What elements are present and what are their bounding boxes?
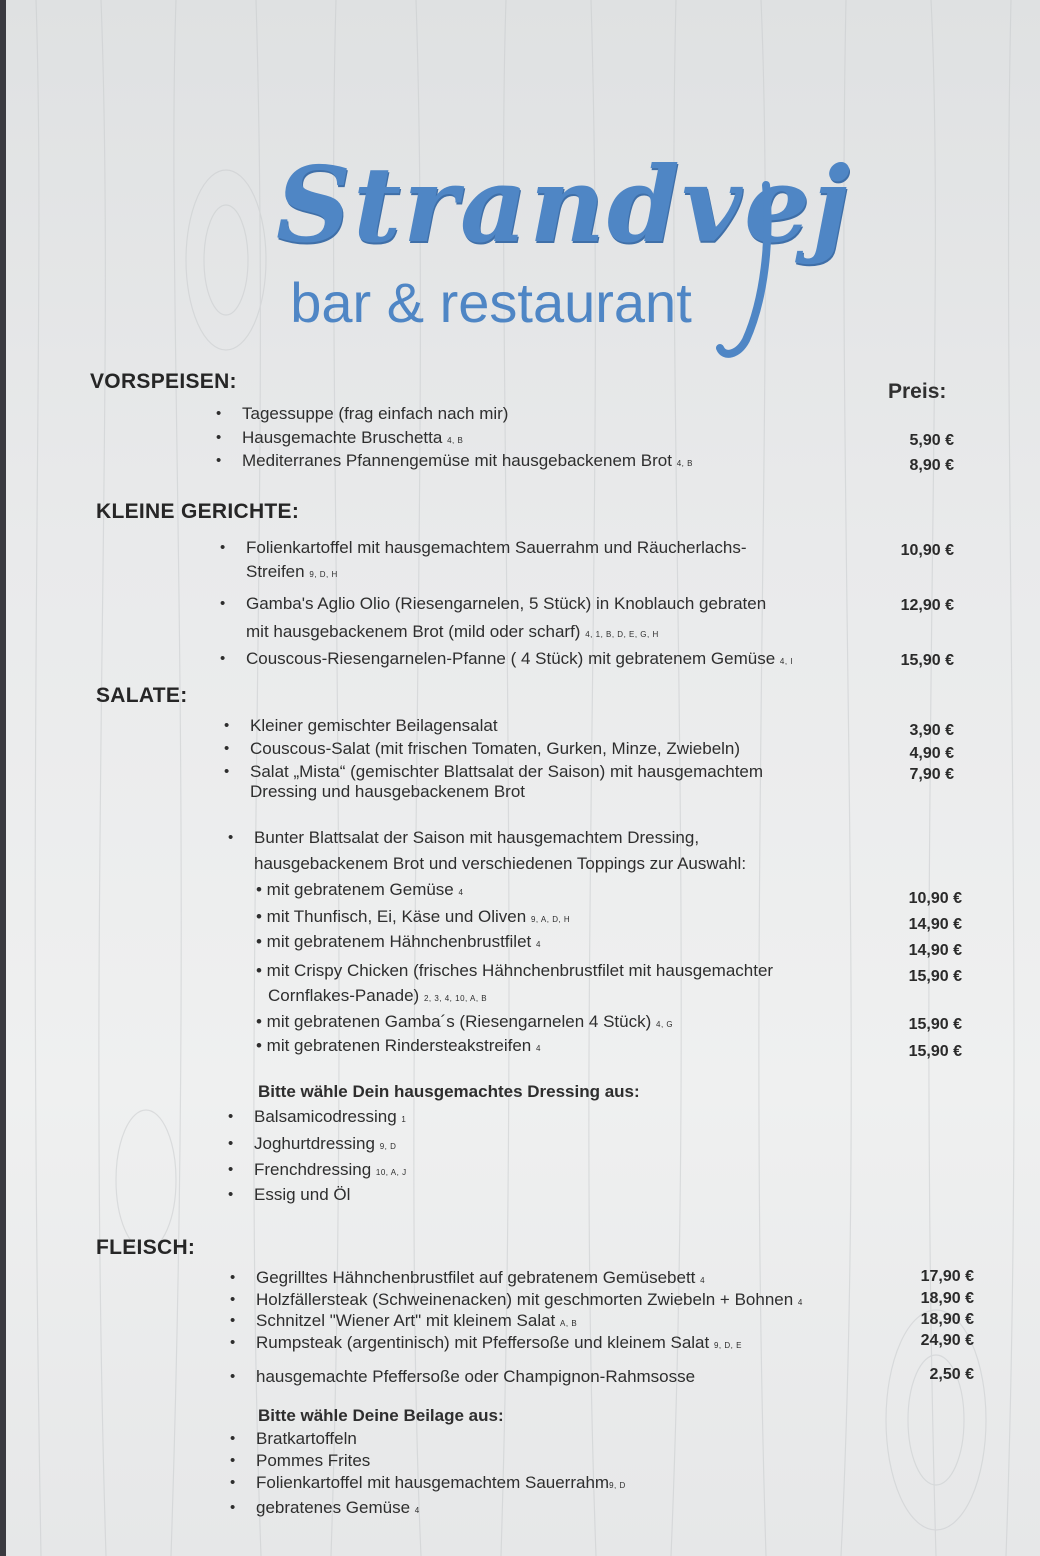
item-price: 18,90 € bbox=[920, 1290, 974, 1307]
item-price: 2,50 € bbox=[929, 1366, 974, 1383]
item-price: 15,90 € bbox=[908, 1043, 962, 1060]
item-price: 7,90 € bbox=[909, 766, 954, 783]
menu-paper bbox=[6, 0, 1040, 1556]
item-price: 24,90 € bbox=[920, 1332, 974, 1349]
menu-item: • Schnitzel "Wiener Art" mit kleinem Salat A, B bbox=[230, 1311, 578, 1330]
menu-item-continuation: mit hausgebackenem Brot (mild oder scharf) 4, 1, B, D, E, G, H bbox=[246, 622, 659, 641]
price-column-header: Preis: bbox=[888, 380, 947, 403]
item-price: 10,90 € bbox=[908, 890, 962, 907]
item-price: 5,90 € bbox=[909, 432, 954, 449]
menu-item-continuation: Streifen 9, D, H bbox=[246, 562, 338, 581]
item-price: 17,90 € bbox=[920, 1268, 974, 1285]
logo-subtitle: bar & restaurant bbox=[290, 271, 692, 334]
menu-item: • Couscous-Salat (mit frischen Tomaten, Gurken, Minze, Zwiebeln) bbox=[224, 739, 741, 758]
topping-item: • mit Crispy Chicken (frisches Hähnchenbrustfilet mit hausgemachter bbox=[256, 961, 774, 980]
item-price: 8,90 € bbox=[909, 457, 954, 474]
item-price: 14,90 € bbox=[908, 916, 962, 933]
item-price: 15,90 € bbox=[908, 968, 962, 985]
dressing-item: • Balsamicodressing 1 bbox=[228, 1107, 407, 1126]
beilage-item: • Bratkartoffeln bbox=[230, 1429, 357, 1448]
item-price: 12,90 € bbox=[900, 597, 954, 614]
item-price: 14,90 € bbox=[908, 942, 962, 959]
topping-item-continuation: Cornflakes-Panade) 2, 3, 4, 10, A, B bbox=[268, 986, 488, 1005]
topping-item: • mit gebratenem Gemüse 4 bbox=[256, 880, 464, 899]
menu-item: • Folienkartoffel mit hausgemachtem Sauerrahm und Räucherlachs- bbox=[220, 538, 747, 557]
menu-item: • Tagessuppe (frag einfach nach mir) bbox=[216, 404, 509, 423]
menu-item: • Salat „Mista“ (gemischter Blattsalat der Saison) mit hausgemachtem bbox=[224, 762, 764, 781]
dressing-item: • Joghurtdressing 9, D bbox=[228, 1134, 397, 1153]
beilage-heading: Bitte wähle Deine Beilage aus: bbox=[258, 1406, 504, 1425]
menu-item: • Gamba's Aglio Olio (Riesengarnelen, 5 Stück) in Knoblauch gebraten bbox=[220, 594, 767, 613]
item-price: 4,90 € bbox=[909, 745, 954, 762]
item-price: 18,90 € bbox=[920, 1311, 974, 1328]
menu-item: • hausgemachte Pfeffersoße oder Champignon-Rahmsosse bbox=[230, 1367, 696, 1386]
topping-item: • mit Thunfisch, Ei, Käse und Oliven 9, A, D, H bbox=[256, 907, 571, 926]
item-price: 10,90 € bbox=[900, 542, 954, 559]
beilage-item: • gebratenes Gemüse 4 bbox=[230, 1498, 420, 1517]
section-fleisch: FLEISCH: bbox=[96, 1236, 196, 1259]
section-salate: SALATE: bbox=[96, 684, 188, 707]
section-kleine-gerichte: KLEINE GERICHTE: bbox=[96, 500, 300, 523]
menu-item: • Mediterranes Pfannengemüse mit hausgebackenem Brot 4, B bbox=[216, 451, 693, 470]
menu-item: • Couscous-Riesengarnelen-Pfanne ( 4 Stück) mit gebratenem Gemüse 4, I bbox=[220, 649, 794, 668]
menu-item: • Bunter Blattsalat der Saison mit hausgemachtem Dressing, bbox=[228, 828, 700, 847]
topping-item: • mit gebratenen Gamba´s (Riesengarnelen 4 Stück) 4, G bbox=[256, 1012, 674, 1031]
menu-item-continuation: hausgebackenem Brot und verschiedenen Toppings zur Auswahl: bbox=[254, 854, 747, 873]
topping-item: • mit gebratenen Rindersteakstreifen 4 bbox=[256, 1036, 541, 1055]
menu-content bbox=[6, 0, 1040, 1556]
dressing-item: • Frenchdressing 10, A, J bbox=[228, 1160, 407, 1179]
topping-item: • mit gebratenem Hähnchenbrustfilet 4 bbox=[256, 932, 541, 951]
item-price: 15,90 € bbox=[900, 652, 954, 669]
menu-item-continuation: Dressing und hausgebackenem Brot bbox=[250, 782, 525, 801]
dressing-heading: Bitte wähle Dein hausgemachtes Dressing aus: bbox=[258, 1082, 640, 1101]
menu-item: • Kleiner gemischter Beilagensalat bbox=[224, 716, 498, 735]
logo-script-text: Strandvej bbox=[276, 143, 852, 266]
section-vorspeisen: VORSPEISEN: bbox=[90, 370, 237, 393]
item-price: 15,90 € bbox=[908, 1016, 962, 1033]
menu-item: • Hausgemachte Bruschetta 4, B bbox=[216, 428, 464, 447]
item-price: 3,90 € bbox=[909, 722, 954, 739]
beilage-item: • Pommes Frites bbox=[230, 1451, 371, 1470]
beilage-item: • Folienkartoffel mit hausgemachtem Sauerrahm9, D bbox=[230, 1473, 626, 1492]
menu-item: • Holzfällersteak (Schweinenacken) mit geschmorten Zwiebeln + Bohnen 4 bbox=[230, 1290, 803, 1309]
dressing-item: • Essig und Öl bbox=[228, 1185, 351, 1204]
menu-item: • Rumpsteak (argentinisch) mit Pfeffersoße und kleinem Salat 9, D, E bbox=[230, 1333, 742, 1352]
menu-item: • Gegrilltes Hähnchenbrustfilet auf gebratenem Gemüsebett 4 bbox=[230, 1268, 706, 1287]
